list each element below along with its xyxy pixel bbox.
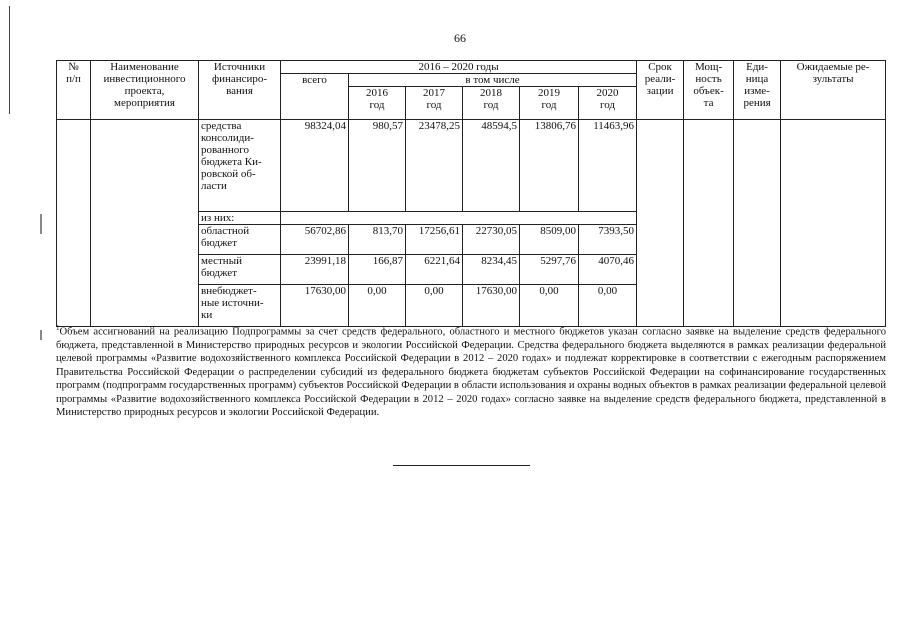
- header-results: Ожидаемые ре- зультаты: [781, 61, 886, 120]
- header-unit: Еди- ница изме- рения: [734, 61, 781, 120]
- source-cell: областной бюджет: [199, 225, 281, 255]
- table-row: [57, 120, 886, 212]
- header-year: 2020 год: [579, 87, 637, 120]
- total-cell: 98324,04: [281, 120, 349, 212]
- year-cell: 0,00: [520, 285, 579, 327]
- margin-rule: [9, 6, 10, 114]
- footnote-marker: 1: [56, 324, 60, 332]
- year-cell: 0,00: [349, 285, 406, 327]
- header-row-1: [57, 61, 886, 74]
- capacity-cell: [684, 120, 734, 327]
- header-term: Срок реали- зации: [637, 61, 684, 120]
- year-cell: 4070,46: [579, 255, 637, 285]
- total-cell: 17630,00: [281, 285, 349, 327]
- year-cell: 0,00: [406, 285, 463, 327]
- footnote: [56, 322, 886, 419]
- year-cell: 0,00: [579, 285, 637, 327]
- year-cell: 166,87: [349, 255, 406, 285]
- year-cell: 7393,50: [579, 225, 637, 255]
- results-cell: [781, 120, 886, 327]
- header-name: Наименование инвестиционного проекта, мероприятия: [91, 61, 199, 120]
- end-rule: [393, 465, 530, 466]
- year-cell: 22730,05: [463, 225, 520, 255]
- source-cell: местный бюджет: [199, 255, 281, 285]
- header-period: 2016 – 2020 годы: [281, 61, 637, 74]
- year-cell: 13806,76: [520, 120, 579, 212]
- source-cell: внебюджет- ные источни- ки: [199, 285, 281, 327]
- name-cell: [91, 120, 199, 327]
- header-total: всего: [281, 74, 349, 120]
- year-cell: 48594,5: [463, 120, 520, 212]
- header-including: в том числе: [349, 74, 637, 87]
- margin-tick: [40, 330, 42, 340]
- source-cell: из них:: [199, 212, 281, 225]
- year-cell: 17630,00: [463, 285, 520, 327]
- total-cell: 23991,18: [281, 255, 349, 285]
- header-year: 2019 год: [520, 87, 579, 120]
- year-cell: 5297,76: [520, 255, 579, 285]
- header-year: 2016 год: [349, 87, 406, 120]
- total-cell: 56702,86: [281, 225, 349, 255]
- header-year: 2017 год: [406, 87, 463, 120]
- footnote-text: Объем ассигнований на реализацию Подпрограммы за счет средств федерального, областного и местного бюджетов указан согласно заявке на выделение средств федерального бюджета, представленной в Министерство природных ресурсов и экологии Российской Федерации. Средства федерального бюджета выделяются в рамках реализации федеральной целевой программы «Развитие водохозяйственного комплекса Российской Федерации в 2012 – 2020 годах» и подлежат корректировке в соответствии с ежегодным распоряжением Правительства Российской Федерации о распределении субсидий из федерального бюджета бюджетам субъектов Российской Федерации на софинансирование государственных программ (подпрограмм государственных программ) субъектов Российской Федерации в области использования и охраны водных объектов в рамках реализации федеральной целевой программы «Развитие водохозяйственного комплекса Российской Федерации в 2012 – 2020 годах» согласно заявке на выделение средств федерального бюджета, представленной в Министерство природных ресурсов и экологии Российской Федерации.: [56, 326, 886, 418]
- margin-tick: [40, 214, 42, 234]
- num-cell: [57, 120, 91, 327]
- header-capacity: Мощ- ность объек- та: [684, 61, 734, 120]
- year-cell: 6221,64: [406, 255, 463, 285]
- year-cell: 17256,61: [406, 225, 463, 255]
- year-cell: 813,70: [349, 225, 406, 255]
- header-num: № п/п: [57, 61, 91, 120]
- unit-cell: [734, 120, 781, 327]
- funding-table: [56, 60, 886, 327]
- year-cell: 8234,45: [463, 255, 520, 285]
- year-cell: 980,57: [349, 120, 406, 212]
- term-cell: [637, 120, 684, 327]
- blank-cell: [281, 212, 637, 225]
- header-year: 2018 год: [463, 87, 520, 120]
- year-cell: 11463,96: [579, 120, 637, 212]
- year-cell: 23478,25: [406, 120, 463, 212]
- source-cell: средства консолиди- рованного бюджета Ки- ровской об- ласти: [199, 120, 281, 212]
- header-source: Источники финансиро- вания: [199, 61, 281, 120]
- year-cell: 8509,00: [520, 225, 579, 255]
- page-number: 66: [454, 31, 466, 45]
